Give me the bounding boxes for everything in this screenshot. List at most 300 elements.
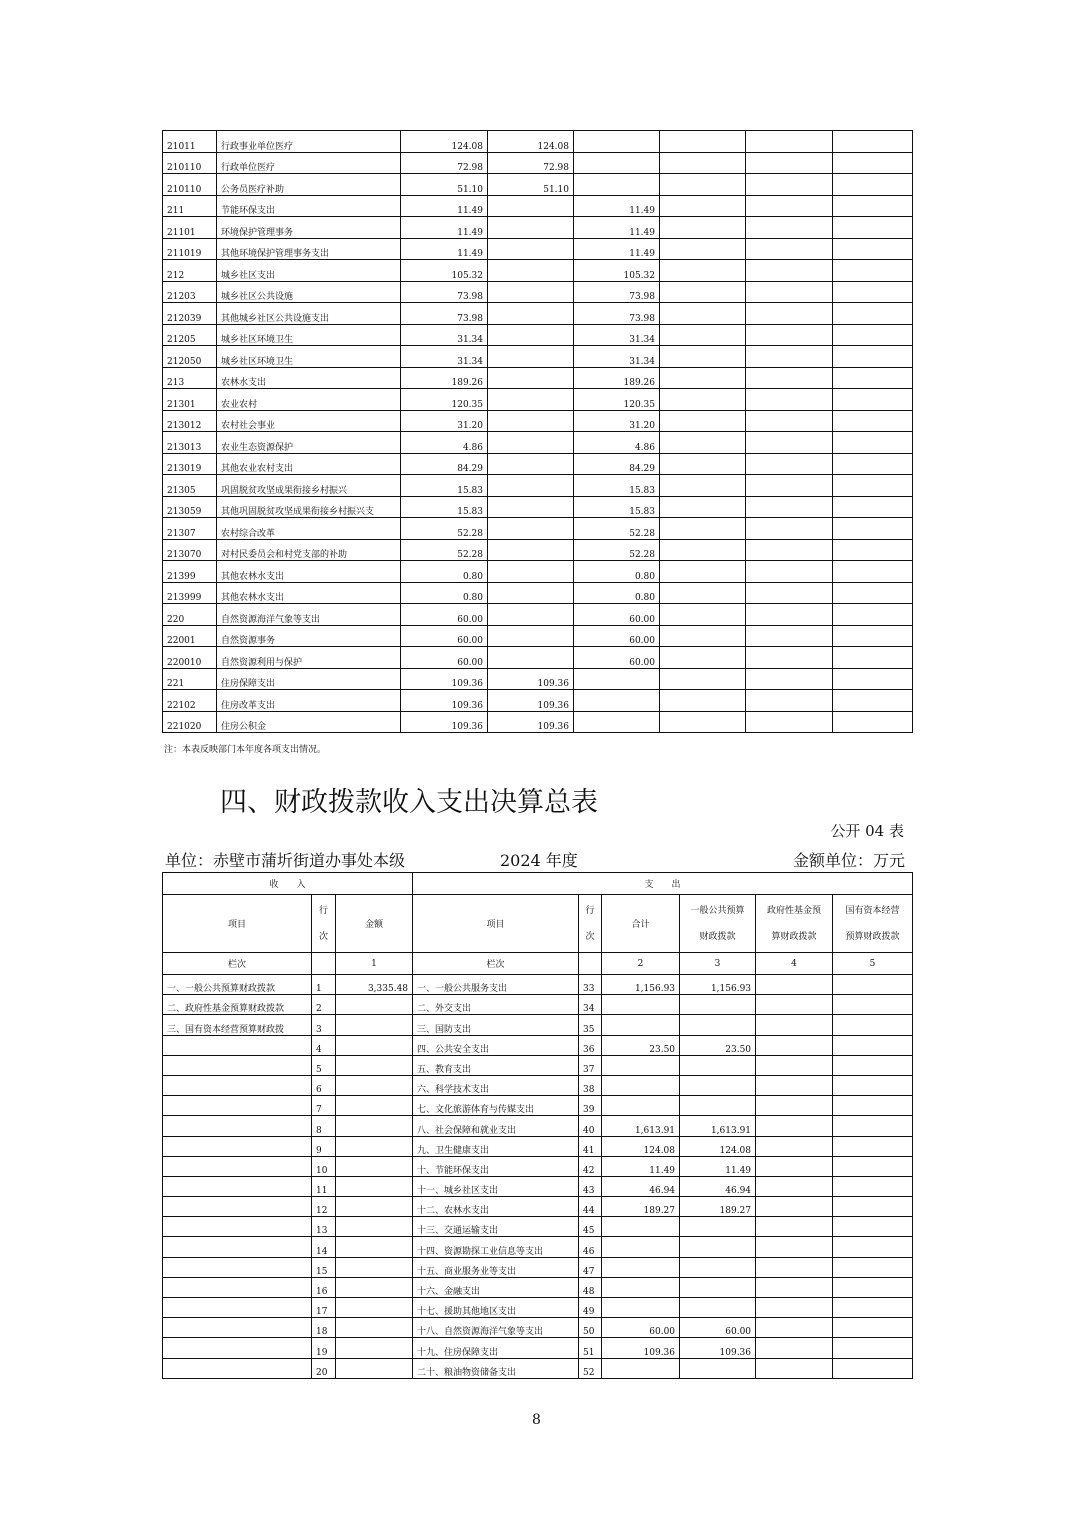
income-line-no-cell: 17 bbox=[312, 1298, 336, 1318]
income-line-no-cell: 12 bbox=[312, 1197, 336, 1217]
total-cell bbox=[602, 1358, 680, 1378]
name-cell: 自然资源事务 bbox=[217, 625, 401, 647]
total-cell: 0.80 bbox=[401, 561, 488, 583]
code-cell: 213059 bbox=[163, 496, 217, 518]
basic-cell bbox=[488, 453, 574, 475]
income-line-no-cell: 16 bbox=[312, 1277, 336, 1297]
income-line-no-cell: 18 bbox=[312, 1318, 336, 1338]
col7-cell bbox=[746, 346, 833, 368]
project-cell: 60.00 bbox=[574, 625, 660, 647]
project-cell: 120.35 bbox=[574, 389, 660, 411]
general-budget-cell bbox=[680, 1075, 756, 1095]
col6-cell bbox=[660, 518, 746, 540]
name-cell: 行政事业单位医疗 bbox=[217, 131, 401, 153]
col8-cell bbox=[833, 475, 913, 497]
table-row bbox=[163, 1035, 913, 1055]
col6-cell bbox=[660, 475, 746, 497]
gov-fund-cell bbox=[756, 1318, 833, 1338]
basic-cell bbox=[488, 260, 574, 282]
col-index-2: 2 bbox=[602, 953, 680, 975]
total-cell: 0.80 bbox=[401, 582, 488, 604]
income-amount-cell bbox=[336, 1176, 413, 1196]
name-cell: 城乡社区公共设施 bbox=[217, 281, 401, 303]
name-cell: 自然资源海洋气象等支出 bbox=[217, 604, 401, 626]
table-row bbox=[163, 432, 913, 454]
income-line-no-cell: 2 bbox=[312, 995, 336, 1015]
total-cell: 51.10 bbox=[401, 174, 488, 196]
table-row bbox=[163, 1257, 913, 1277]
income-line-no-cell: 10 bbox=[312, 1156, 336, 1176]
col7-cell bbox=[746, 174, 833, 196]
code-cell: 213019 bbox=[163, 453, 217, 475]
income-item-cell: 二、政府性基金预算财政拨款 bbox=[163, 995, 312, 1015]
col8-cell bbox=[833, 690, 913, 712]
basic-cell bbox=[488, 582, 574, 604]
income-amount-cell bbox=[336, 1035, 413, 1055]
income-amount-cell bbox=[336, 1298, 413, 1318]
income-amount-cell bbox=[336, 1055, 413, 1075]
general-budget-cell bbox=[680, 1237, 756, 1257]
total-cell: 52.28 bbox=[401, 539, 488, 561]
gov-fund-cell bbox=[756, 1176, 833, 1196]
total-cell bbox=[602, 1298, 680, 1318]
expense-item-cell: 二十、粮油物资储备支出 bbox=[413, 1358, 579, 1378]
col8-cell bbox=[833, 303, 913, 325]
header-line-2: 预算财政拨款 bbox=[845, 931, 900, 942]
expense-line-no-cell: 51 bbox=[579, 1338, 602, 1358]
col7-cell bbox=[746, 518, 833, 540]
income-item-cell bbox=[163, 1358, 312, 1378]
expense-line-no-cell: 34 bbox=[579, 995, 602, 1015]
income-amount-cell bbox=[336, 995, 413, 1015]
code-cell: 21301 bbox=[163, 389, 217, 411]
basic-cell bbox=[488, 625, 574, 647]
col6-cell bbox=[660, 711, 746, 733]
income-header: 收 入 bbox=[163, 873, 413, 895]
col8-cell bbox=[833, 625, 913, 647]
state-capital-cell bbox=[833, 1298, 913, 1318]
col8-cell bbox=[833, 604, 913, 626]
code-cell: 213070 bbox=[163, 539, 217, 561]
income-item-cell: 一、一般公共预算财政拨款 bbox=[163, 975, 312, 995]
total-cell: 60.00 bbox=[401, 604, 488, 626]
general-budget-cell: 23.50 bbox=[680, 1035, 756, 1055]
gov-fund-cell bbox=[756, 975, 833, 995]
basic-cell bbox=[488, 389, 574, 411]
income-item-header: 项目 bbox=[163, 895, 312, 953]
general-budget-cell bbox=[680, 1217, 756, 1237]
expense-line-no-cell: 36 bbox=[579, 1035, 602, 1055]
total-cell: 46.94 bbox=[602, 1176, 680, 1196]
expense-line-no-cell: 47 bbox=[579, 1257, 602, 1277]
project-cell: 84.29 bbox=[574, 453, 660, 475]
basic-cell bbox=[488, 518, 574, 540]
basic-cell bbox=[488, 346, 574, 368]
name-cell: 其他农林水支出 bbox=[217, 582, 401, 604]
income-line-no-cell: 5 bbox=[312, 1055, 336, 1075]
table-row bbox=[163, 1075, 913, 1095]
column-index-row bbox=[163, 953, 913, 975]
table-row bbox=[163, 647, 913, 669]
expense-line-no-cell: 37 bbox=[579, 1055, 602, 1075]
col7-cell bbox=[746, 238, 833, 260]
col6-cell bbox=[660, 539, 746, 561]
state-capital-cell bbox=[833, 1217, 913, 1237]
col7-cell bbox=[746, 195, 833, 217]
col6-cell bbox=[660, 647, 746, 669]
income-item-cell bbox=[163, 1338, 312, 1358]
gov-fund-cell bbox=[756, 1257, 833, 1277]
state-capital-cell bbox=[833, 1237, 913, 1257]
col-label: 栏次 bbox=[413, 953, 579, 975]
basic-cell: 109.36 bbox=[488, 668, 574, 690]
line-no-char-2: 次 bbox=[318, 931, 328, 942]
income-amount-cell bbox=[336, 1015, 413, 1035]
expense-line-no-cell: 33 bbox=[579, 975, 602, 995]
state-capital-cell bbox=[833, 1197, 913, 1217]
col7-cell bbox=[746, 711, 833, 733]
general-budget-cell bbox=[680, 1298, 756, 1318]
name-cell: 其他农林水支出 bbox=[217, 561, 401, 583]
line-no-char-2: 次 bbox=[585, 931, 595, 942]
col8-cell bbox=[833, 346, 913, 368]
income-amount-cell bbox=[336, 1237, 413, 1257]
table-row bbox=[163, 1015, 913, 1035]
col8-cell bbox=[833, 582, 913, 604]
code-cell: 21399 bbox=[163, 561, 217, 583]
name-cell: 农村综合改革 bbox=[217, 518, 401, 540]
col6-cell bbox=[660, 389, 746, 411]
basic-cell bbox=[488, 281, 574, 303]
total-cell: 109.36 bbox=[401, 690, 488, 712]
project-cell: 60.00 bbox=[574, 604, 660, 626]
expense-item-cell: 四、公共安全支出 bbox=[413, 1035, 579, 1055]
expense-line-no-cell: 50 bbox=[579, 1318, 602, 1338]
total-cell bbox=[602, 1257, 680, 1277]
total-cell: 84.29 bbox=[401, 453, 488, 475]
project-cell: 73.98 bbox=[574, 281, 660, 303]
general-budget-cell bbox=[680, 1257, 756, 1277]
project-cell: 0.80 bbox=[574, 561, 660, 583]
header-line-1: 政府性基金预 bbox=[767, 905, 822, 916]
income-amount-cell bbox=[336, 1358, 413, 1378]
expense-item-cell: 九、卫生健康支出 bbox=[413, 1136, 579, 1156]
name-cell: 住房保障支出 bbox=[217, 668, 401, 690]
table-row bbox=[163, 995, 913, 1015]
col6-cell bbox=[660, 217, 746, 239]
col8-cell bbox=[833, 174, 913, 196]
expense-item-cell: 十四、资源勘探工业信息等支出 bbox=[413, 1237, 579, 1257]
name-cell: 环境保护管理事务 bbox=[217, 217, 401, 239]
line-no-char-1: 行 bbox=[585, 905, 595, 916]
table-row bbox=[163, 975, 913, 995]
gov-fund-cell bbox=[756, 1136, 833, 1156]
header-line-1: 国有资本经营 bbox=[845, 905, 900, 916]
code-cell: 22102 bbox=[163, 690, 217, 712]
state-capital-cell bbox=[833, 1176, 913, 1196]
total-cell: 31.20 bbox=[401, 410, 488, 432]
table-row bbox=[163, 604, 913, 626]
code-cell: 220 bbox=[163, 604, 217, 626]
table-row bbox=[163, 410, 913, 432]
income-amount-cell bbox=[336, 1116, 413, 1136]
gov-fund-cell bbox=[756, 1298, 833, 1318]
total-cell: 124.08 bbox=[401, 131, 488, 153]
col8-cell bbox=[833, 195, 913, 217]
name-cell: 住房公积金 bbox=[217, 711, 401, 733]
project-cell: 4.86 bbox=[574, 432, 660, 454]
col6-cell bbox=[660, 152, 746, 174]
total-cell: 11.49 bbox=[401, 195, 488, 217]
expense-item-cell: 十九、住房保障支出 bbox=[413, 1338, 579, 1358]
table-row bbox=[163, 367, 913, 389]
page-number: 8 bbox=[532, 1412, 541, 1428]
basic-cell bbox=[488, 367, 574, 389]
income-item-cell bbox=[163, 1075, 312, 1095]
total-cell: 11.49 bbox=[602, 1156, 680, 1176]
table-row bbox=[163, 217, 913, 239]
col7-cell bbox=[746, 625, 833, 647]
col7-cell bbox=[746, 475, 833, 497]
expense-line-no-cell: 38 bbox=[579, 1075, 602, 1095]
table-row bbox=[163, 303, 913, 325]
expense-line-no-cell: 46 bbox=[579, 1237, 602, 1257]
col7-cell bbox=[746, 131, 833, 153]
table-row bbox=[163, 561, 913, 583]
code-cell: 21205 bbox=[163, 324, 217, 346]
income-item-cell bbox=[163, 1156, 312, 1176]
table-row bbox=[163, 1298, 913, 1318]
income-item-cell bbox=[163, 1257, 312, 1277]
general-budget-cell: 124.08 bbox=[680, 1136, 756, 1156]
name-cell: 农业生态资源保护 bbox=[217, 432, 401, 454]
name-cell: 农业农村 bbox=[217, 389, 401, 411]
income-amount-cell: 3,335.48 bbox=[336, 975, 413, 995]
col8-cell bbox=[833, 518, 913, 540]
name-cell: 其他巩固脱贫攻坚成果衔接乡村振兴支 bbox=[217, 496, 401, 518]
line-no-char-1: 行 bbox=[318, 905, 328, 916]
gov-fund-cell bbox=[756, 1277, 833, 1297]
basic-cell bbox=[488, 195, 574, 217]
col7-cell bbox=[746, 690, 833, 712]
gov-fund-cell bbox=[756, 1096, 833, 1116]
col7-cell bbox=[746, 647, 833, 669]
basic-cell: 109.36 bbox=[488, 690, 574, 712]
col8-cell bbox=[833, 410, 913, 432]
col8-cell bbox=[833, 647, 913, 669]
general-budget-cell bbox=[680, 1015, 756, 1035]
project-cell: 189.26 bbox=[574, 367, 660, 389]
basic-cell bbox=[488, 324, 574, 346]
name-cell: 巩固脱贫攻坚成果衔接乡村振兴 bbox=[217, 475, 401, 497]
code-cell: 21101 bbox=[163, 217, 217, 239]
expense-item-cell: 三、国防支出 bbox=[413, 1015, 579, 1035]
total-header: 合计 bbox=[602, 895, 680, 953]
expense-item-cell: 十七、援助其他地区支出 bbox=[413, 1298, 579, 1318]
col6-cell bbox=[660, 496, 746, 518]
income-item-cell bbox=[163, 1055, 312, 1075]
col6-cell bbox=[660, 367, 746, 389]
col6-cell bbox=[660, 131, 746, 153]
gov-fund-cell bbox=[756, 1055, 833, 1075]
section-title: 四、财政拨款收入支出决算总表 bbox=[220, 787, 598, 818]
col7-cell bbox=[746, 539, 833, 561]
project-cell: 0.80 bbox=[574, 582, 660, 604]
table-row bbox=[163, 1197, 913, 1217]
table-row bbox=[163, 1318, 913, 1338]
gov-fund-cell bbox=[756, 1035, 833, 1055]
state-capital-cell bbox=[833, 1116, 913, 1136]
gov-fund-cell bbox=[756, 995, 833, 1015]
col7-cell bbox=[746, 432, 833, 454]
col7-cell bbox=[746, 260, 833, 282]
table-row bbox=[163, 324, 913, 346]
name-cell: 节能环保支出 bbox=[217, 195, 401, 217]
table-row bbox=[163, 1156, 913, 1176]
total-cell: 1,156.93 bbox=[602, 975, 680, 995]
project-cell bbox=[574, 690, 660, 712]
col6-cell bbox=[660, 324, 746, 346]
col8-cell bbox=[833, 668, 913, 690]
income-amount-cell bbox=[336, 1156, 413, 1176]
col6-cell bbox=[660, 346, 746, 368]
basic-cell: 124.08 bbox=[488, 131, 574, 153]
state-capital-cell bbox=[833, 1318, 913, 1338]
col6-cell bbox=[660, 410, 746, 432]
total-cell bbox=[602, 1015, 680, 1035]
col8-cell bbox=[833, 281, 913, 303]
total-cell: 11.49 bbox=[401, 217, 488, 239]
table-note: 注：本表反映部门本年度各项支出情况。 bbox=[164, 745, 327, 755]
table-row bbox=[163, 195, 913, 217]
gov-fund-cell bbox=[756, 1197, 833, 1217]
state-capital-cell bbox=[833, 1055, 913, 1075]
project-cell: 15.83 bbox=[574, 475, 660, 497]
total-cell bbox=[602, 1055, 680, 1075]
col6-cell bbox=[660, 453, 746, 475]
general-budget-cell: 189.27 bbox=[680, 1197, 756, 1217]
income-line-no-cell: 14 bbox=[312, 1237, 336, 1257]
expense-line-no-cell: 45 bbox=[579, 1217, 602, 1237]
income-amount-cell bbox=[336, 1075, 413, 1095]
income-amount-cell bbox=[336, 1217, 413, 1237]
total-cell: 120.35 bbox=[401, 389, 488, 411]
col7-cell bbox=[746, 561, 833, 583]
table-row bbox=[163, 668, 913, 690]
table-row bbox=[163, 1176, 913, 1196]
income-item-cell bbox=[163, 1197, 312, 1217]
income-item-cell bbox=[163, 1096, 312, 1116]
total-cell: 23.50 bbox=[602, 1035, 680, 1055]
header-line-2: 算财政拨款 bbox=[771, 931, 817, 942]
expense-line-no-cell: 41 bbox=[579, 1136, 602, 1156]
table-row bbox=[163, 518, 913, 540]
general-budget-cell: 46.94 bbox=[680, 1176, 756, 1196]
income-line-no-cell: 1 bbox=[312, 975, 336, 995]
project-cell: 15.83 bbox=[574, 496, 660, 518]
basic-cell bbox=[488, 561, 574, 583]
income-line-no-cell: 7 bbox=[312, 1096, 336, 1116]
total-cell bbox=[602, 1237, 680, 1257]
col7-cell bbox=[746, 389, 833, 411]
income-line-no-cell: 11 bbox=[312, 1176, 336, 1196]
state-capital-cell bbox=[833, 975, 913, 995]
income-line-no-cell: 20 bbox=[312, 1358, 336, 1378]
income-amount-cell bbox=[336, 1096, 413, 1116]
basic-cell bbox=[488, 217, 574, 239]
total-cell bbox=[602, 1075, 680, 1095]
expense-item-cell: 二、外交支出 bbox=[413, 995, 579, 1015]
code-cell: 221 bbox=[163, 668, 217, 690]
total-cell bbox=[602, 1217, 680, 1237]
expense-item-cell: 六、科学技术支出 bbox=[413, 1075, 579, 1095]
income-item-cell bbox=[163, 1176, 312, 1196]
col8-cell bbox=[833, 539, 913, 561]
table-row bbox=[163, 281, 913, 303]
income-amount-cell bbox=[336, 1136, 413, 1156]
table-row bbox=[163, 1237, 913, 1257]
state-capital-cell bbox=[833, 995, 913, 1015]
gov-fund-cell bbox=[756, 1075, 833, 1095]
total-cell: 109.36 bbox=[401, 711, 488, 733]
name-cell: 其他城乡社区公共设施支出 bbox=[217, 303, 401, 325]
table-row bbox=[163, 625, 913, 647]
total-cell: 31.34 bbox=[401, 324, 488, 346]
col7-cell bbox=[746, 410, 833, 432]
table-row bbox=[163, 582, 913, 604]
col7-cell bbox=[746, 453, 833, 475]
general-budget-cell bbox=[680, 1277, 756, 1297]
name-cell: 其他农业农村支出 bbox=[217, 453, 401, 475]
amount-unit: 金额单位：万元 bbox=[792, 851, 905, 870]
gov-fund-cell bbox=[756, 1338, 833, 1358]
col6-cell bbox=[660, 561, 746, 583]
state-capital-cell bbox=[833, 1075, 913, 1095]
total-cell: 72.98 bbox=[401, 152, 488, 174]
name-cell: 行政单位医疗 bbox=[217, 152, 401, 174]
income-line-no-cell: 6 bbox=[312, 1075, 336, 1095]
basic-cell: 51.10 bbox=[488, 174, 574, 196]
header-line-2: 财政拨款 bbox=[699, 931, 736, 942]
code-cell: 212039 bbox=[163, 303, 217, 325]
state-capital-cell bbox=[833, 1277, 913, 1297]
col8-cell bbox=[833, 711, 913, 733]
code-cell: 21305 bbox=[163, 475, 217, 497]
total-cell: 105.32 bbox=[401, 260, 488, 282]
form-number: 公开 04 表 bbox=[830, 822, 904, 840]
name-cell: 农村社会事业 bbox=[217, 410, 401, 432]
col8-cell bbox=[833, 496, 913, 518]
col8-cell bbox=[833, 453, 913, 475]
income-line-no-cell: 13 bbox=[312, 1217, 336, 1237]
table-row bbox=[163, 238, 913, 260]
project-cell bbox=[574, 131, 660, 153]
expense-line-no-cell: 49 bbox=[579, 1298, 602, 1318]
income-item-cell bbox=[163, 1136, 312, 1156]
table-row bbox=[163, 496, 913, 518]
state-capital-cell bbox=[833, 1015, 913, 1035]
code-cell: 21203 bbox=[163, 281, 217, 303]
col6-cell bbox=[660, 303, 746, 325]
table-row bbox=[163, 1116, 913, 1136]
expense-line-no-cell: 35 bbox=[579, 1015, 602, 1035]
col8-cell bbox=[833, 131, 913, 153]
expense-item-cell: 十八、自然资源海洋气象等支出 bbox=[413, 1318, 579, 1338]
basic-cell: 109.36 bbox=[488, 711, 574, 733]
code-cell: 220010 bbox=[163, 647, 217, 669]
table-row bbox=[163, 1338, 913, 1358]
income-line-no-cell: 3 bbox=[312, 1015, 336, 1035]
